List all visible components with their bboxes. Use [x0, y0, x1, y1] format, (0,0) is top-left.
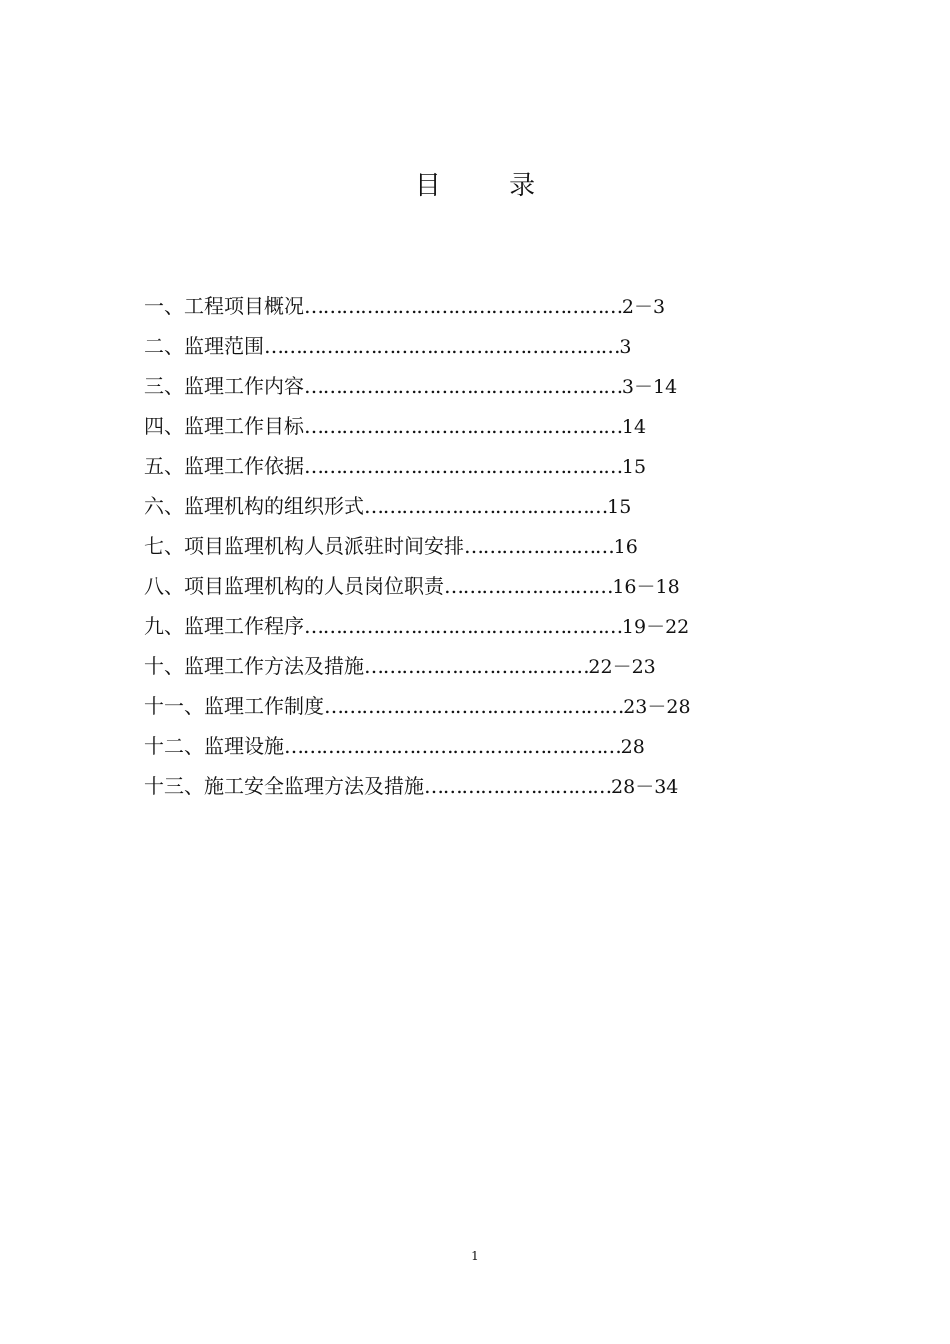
toc-entry[interactable]	[144, 566, 844, 606]
toc-leader-dots: …………………………	[424, 774, 612, 798]
toc-leader-dots: ……………………………………………	[304, 374, 622, 398]
toc-entry-text: 十二、监理设施	[144, 734, 284, 758]
toc-leader-dots: …………………………………	[364, 494, 608, 518]
toc-leader-dots: …………………………………………	[324, 694, 624, 718]
toc-page-ref: 22－23	[588, 656, 656, 678]
toc-page-ref: 14	[621, 416, 647, 438]
toc-page-ref: 28	[620, 736, 645, 758]
toc-entry-text: 八、项目监理机构的人员岗位职责	[144, 574, 444, 598]
toc-entry-text: 四、监理工作目标	[144, 414, 304, 438]
toc-entry-text: 二、监理范围	[144, 334, 264, 358]
toc-entry-text: 五、监理工作依据	[144, 454, 304, 478]
toc-entry-text: 九、监理工作程序	[144, 614, 304, 638]
toc-page-ref: 15	[607, 496, 632, 518]
toc-page-ref: 3－14	[621, 376, 678, 398]
toc-entry[interactable]	[144, 486, 844, 526]
toc-entry-text: 六、监理机构的组织形式	[144, 494, 364, 518]
toc-entry-text: 十一、监理工作制度	[144, 694, 324, 718]
toc-entry[interactable]	[144, 526, 844, 566]
toc-entry[interactable]	[144, 446, 844, 486]
toc-entry-text: 三、监理工作内容	[144, 374, 304, 398]
document-title: 目 录	[414, 171, 566, 201]
toc-entry-text: 七、项目监理机构人员派驻时间安排	[144, 534, 464, 558]
table-of-contents	[144, 286, 844, 806]
toc-leader-dots: ………………………………	[364, 654, 589, 678]
toc-page-ref: 15	[621, 456, 647, 478]
toc-entry[interactable]	[144, 766, 844, 806]
toc-leader-dots: ……………………	[464, 534, 614, 558]
toc-entry[interactable]	[144, 406, 844, 446]
toc-entry-text: 一、工程项目概况	[144, 294, 304, 318]
toc-page-ref: 16	[613, 536, 638, 558]
toc-entry[interactable]	[144, 326, 844, 366]
toc-page-ref: 2－3	[621, 296, 666, 318]
toc-leader-dots: ……………………………………………	[304, 454, 622, 478]
toc-leader-dots: ……………………………………………	[304, 294, 622, 318]
toc-entry[interactable]	[144, 646, 844, 686]
toc-entry-text: 十三、施工安全监理方法及措施	[144, 774, 424, 798]
toc-leader-dots: ………………………………………………	[284, 734, 621, 758]
toc-entry[interactable]	[144, 366, 844, 406]
toc-leader-dots: ……………………………………………	[304, 414, 622, 438]
toc-leader-dots: …………………………………………………	[264, 334, 620, 358]
toc-page-ref: 3	[619, 336, 632, 358]
toc-leader-dots: ……………………………………………	[304, 614, 622, 638]
toc-page-ref: 16－18	[612, 576, 680, 598]
toc-entry[interactable]	[144, 286, 844, 326]
toc-page-ref: 28－34	[611, 776, 679, 798]
toc-entry[interactable]	[144, 726, 844, 766]
toc-entry[interactable]	[144, 606, 844, 646]
page-number: 1	[471, 1249, 479, 1263]
toc-entry[interactable]	[144, 686, 844, 726]
toc-leader-dots: ………………………	[444, 574, 613, 598]
toc-entry-text: 十、监理工作方法及措施	[144, 654, 364, 678]
toc-page-ref: 23－28	[623, 696, 691, 718]
toc-page-ref: 19－22	[621, 616, 690, 638]
